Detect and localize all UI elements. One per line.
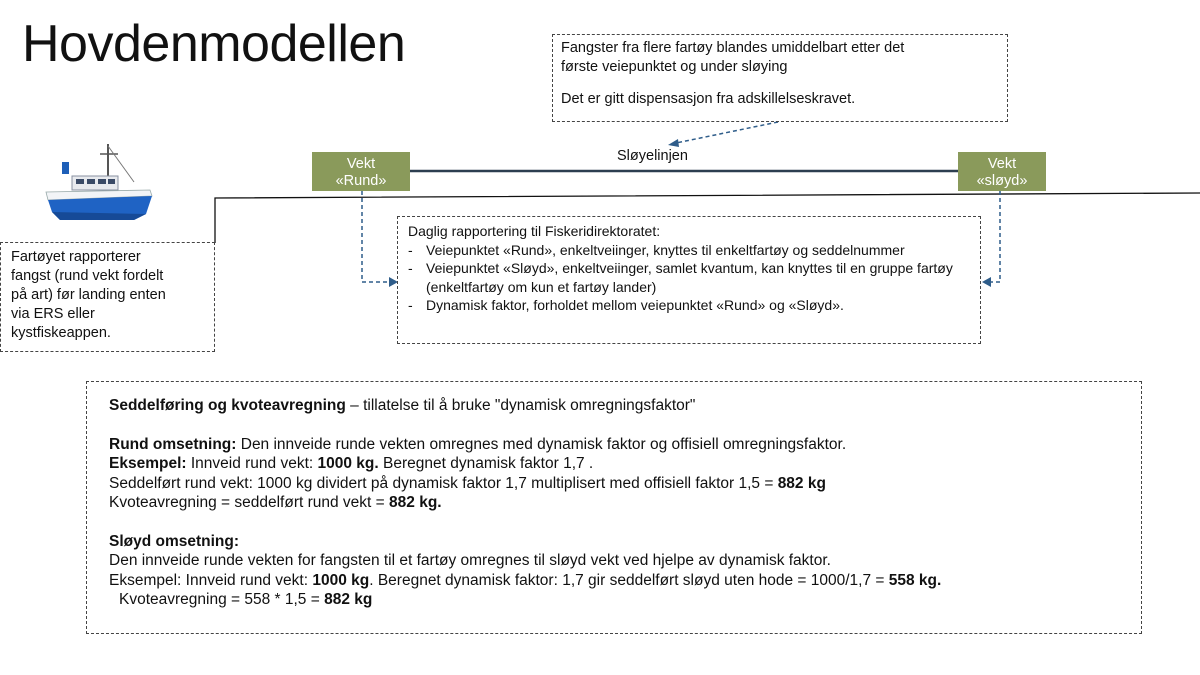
top-note-arrow (676, 122, 778, 143)
top-note-arrowhead (668, 139, 679, 147)
weigh-point-sloyd (958, 152, 1046, 191)
vessel-report-note (0, 242, 215, 352)
settlement-heading: Seddelføring og kvoteavregning – tillatelse til å bruke "dynamisk omregningsfaktor" (109, 397, 696, 414)
top-note-line1: Fangster fra flere fartøy blandes umiddelbart etter det (561, 40, 905, 56)
rund-omsetning-line: Rund omsetning: Den innveide runde vekten omregnes med dynamisk faktor og offisiell omregningsfaktor. (109, 435, 847, 453)
example1-line: Eksempel: Innveid rund vekt: 1000 kg. Beregnet dynamisk faktor 1,7 . (109, 455, 594, 472)
list-item: - Veiepunktet «Rund», enkeltveiinger, knyttes til enkeltfartøy og seddelnummer (408, 241, 970, 260)
top-note-line2: første veiepunktet og under sløying (561, 59, 788, 75)
rund-arrow (362, 191, 390, 282)
vessel-note-line1: Fartøyet rapporterer (11, 249, 141, 265)
vessel-note-line2: fangst (rund vekt fordelt (11, 268, 164, 284)
weigh-point-rund-line2: «Rund» (335, 173, 387, 189)
page-title: Hovdenmodellen (22, 15, 406, 73)
sloyd-arrow (990, 191, 1000, 282)
top-note-line3: Det er gitt dispensasjon fra adskillelseskravet. (561, 91, 856, 107)
sloyd-omsetning-heading: Sløyd omsetning: (109, 532, 240, 550)
daily-reporting-heading: Daglig rapportering til Fiskeridirektoratet: (408, 223, 661, 239)
list-item: - Dynamisk faktor, forholdet mellom veiepunktet «Rund» og «Sløyd». (408, 296, 970, 315)
sloyd-text-line: Den innveide runde vekten for fangsten til et fartøy omregnes til sløyd vekt ved hjelpe av dynamisk faktor. (109, 552, 831, 569)
fishing-boat-icon (38, 140, 160, 225)
kvote2-line: Kvoteavregning = 558 * 1,5 = 882 kg (119, 591, 373, 608)
vessel-note-line5: kystfiskeappen. (11, 325, 111, 341)
top-note-box (552, 34, 1008, 122)
settlement-box (86, 381, 1142, 634)
example2-line: Eksempel: Innveid rund vekt: 1000 kg. Beregnet dynamisk faktor: 1,7 gir seddelført sløyd uten hode = 1000/1,7 = 558 kg. (109, 571, 942, 589)
daily-reporting-list (408, 241, 970, 315)
vessel-note-line4: via ERS eller (11, 306, 95, 322)
kvote1-line: Kvoteavregning = seddelført rund vekt = 882 kg. (109, 494, 442, 511)
weigh-point-sloyd-line1: Vekt (987, 156, 1017, 172)
sloyelinjen-label: Sløyelinjen (617, 148, 688, 164)
weigh-point-sloyd-line2: «sløyd» (976, 173, 1028, 189)
seddel-line: Seddelført rund vekt: 1000 kg dividert på dynamisk faktor 1,7 multiplisert med offisiell faktor 1,5 = 882 kg (109, 474, 826, 492)
vessel-note-line3: på art) før landing enten (11, 287, 166, 303)
list-item: - Veiepunktet «Sløyd», enkeltveiinger, samlet kvantum, kan knyttes til en gruppe fartøy (enkeltfartøy om kun et fartøy lander) (408, 259, 970, 296)
daily-reporting-note (397, 216, 981, 344)
sloyd-arrowhead (982, 277, 991, 287)
weigh-point-rund (312, 152, 410, 191)
weigh-point-rund-line1: Vekt (346, 156, 376, 172)
